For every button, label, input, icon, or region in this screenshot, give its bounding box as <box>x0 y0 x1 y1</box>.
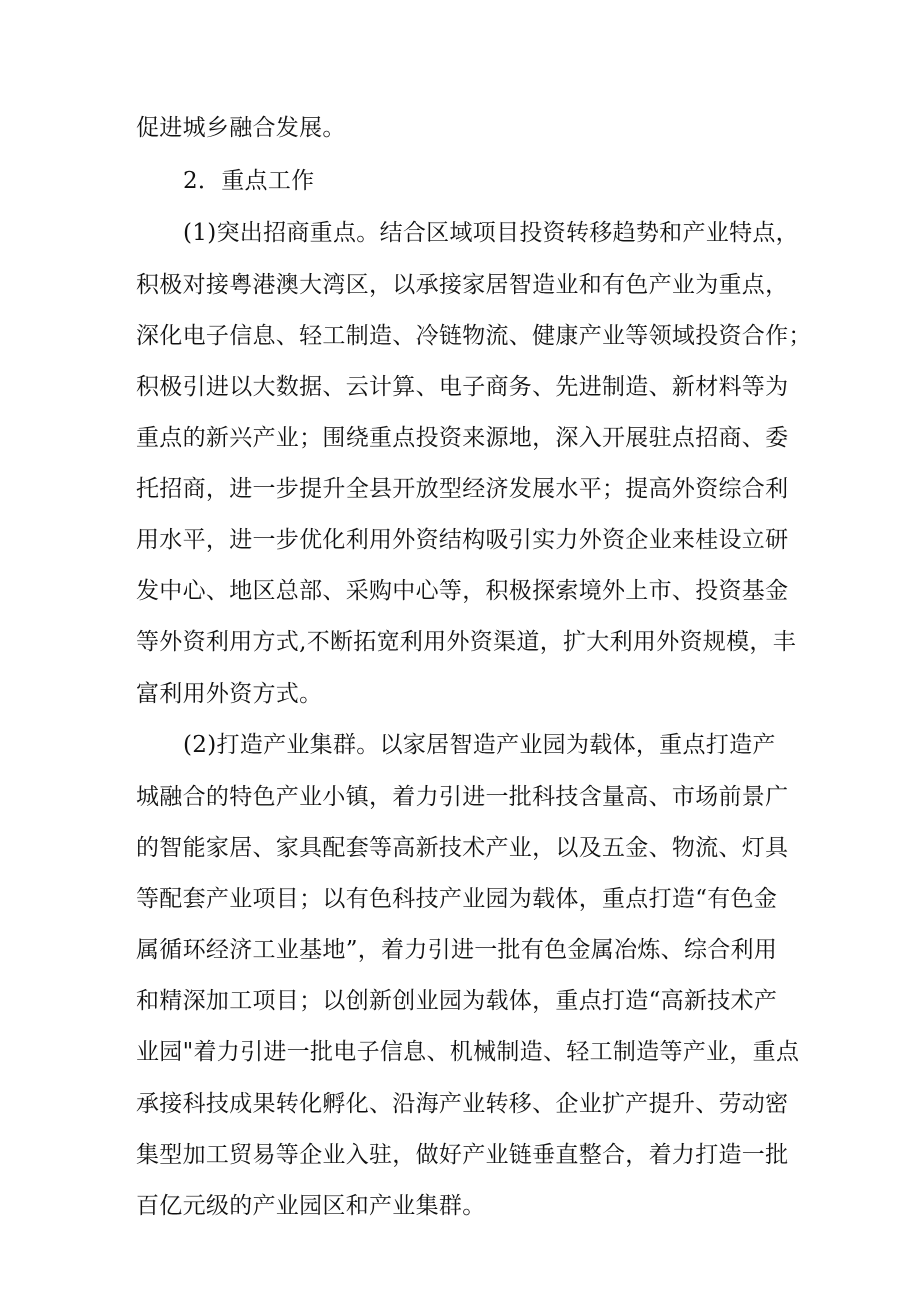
text-line: 发中心、地区总部、采购中心等，积极探索境外上市、投资基金 <box>136 578 789 604</box>
text-line: 富利用外资方式。 <box>136 681 323 707</box>
text-line: 托招商，进一步提升全县开放型经济发展水平；提高外资综合利 <box>136 476 789 502</box>
paragraph-2-first-line: (2)打造产业集群。以家居智造产业园为载体，重点打造产 <box>183 732 776 758</box>
text-line: 百亿元级的产业园区和产业集群。 <box>136 1193 486 1219</box>
text-line: 促进城乡融合发展。 <box>136 115 346 141</box>
text-line: 集型加工贸易等企业入驻，做好产业链垂直整合，着力打造一批 <box>136 1142 789 1168</box>
text-line: 积极对接粤港澳大湾区，以承接家居智造业和有色产业为重点， <box>136 272 789 298</box>
section-heading: 2．重点工作 <box>183 168 315 194</box>
text-line: 等外资利用方式,不断拓宽利用外资渠道，扩大利用外资规模，丰 <box>136 629 797 655</box>
text-line: 属循环经济工业基地”，着力引进一批有色金属冶炼、综合利用 <box>136 937 778 963</box>
text-line: 的智能家居、家具配套等高新技术产业，以及五金、物流、灯具 <box>136 835 789 861</box>
text-line: 用水平，进一步优化利用外资结构吸引实力外资企业来桂设立研 <box>136 527 789 553</box>
text-line: 和精深加工项目；以创新创业园为载体，重点打造“高新技术产 <box>136 988 778 1014</box>
text-line: 重点的新兴产业；围绕重点投资来源地，深入开展驻点招商、委 <box>136 425 789 451</box>
text-line: 等配套产业项目；以有色科技产业园为载体，重点打造“有色金 <box>136 886 778 912</box>
text-line: 业园"着力引进一批电子信息、机械制造、轻工制造等产业，重点 <box>136 1039 800 1065</box>
paragraph-1-first-line: (1)突出招商重点。结合区域项目投资转移趋势和产业特点， <box>183 220 799 246</box>
text-line: 深化电子信息、轻工制造、冷链物流、健康产业等领域投资合作； <box>136 323 812 349</box>
text-line: 城融合的特色产业小镇，着力引进一批科技含量高、市场前景广 <box>136 784 789 810</box>
text-line: 承接科技成果转化孵化、沿海产业转移、企业扩产提升、劳动密 <box>136 1091 789 1117</box>
text-line: 积极引进以大数据、云计算、电子商务、先进制造、新材料等为 <box>136 374 789 400</box>
